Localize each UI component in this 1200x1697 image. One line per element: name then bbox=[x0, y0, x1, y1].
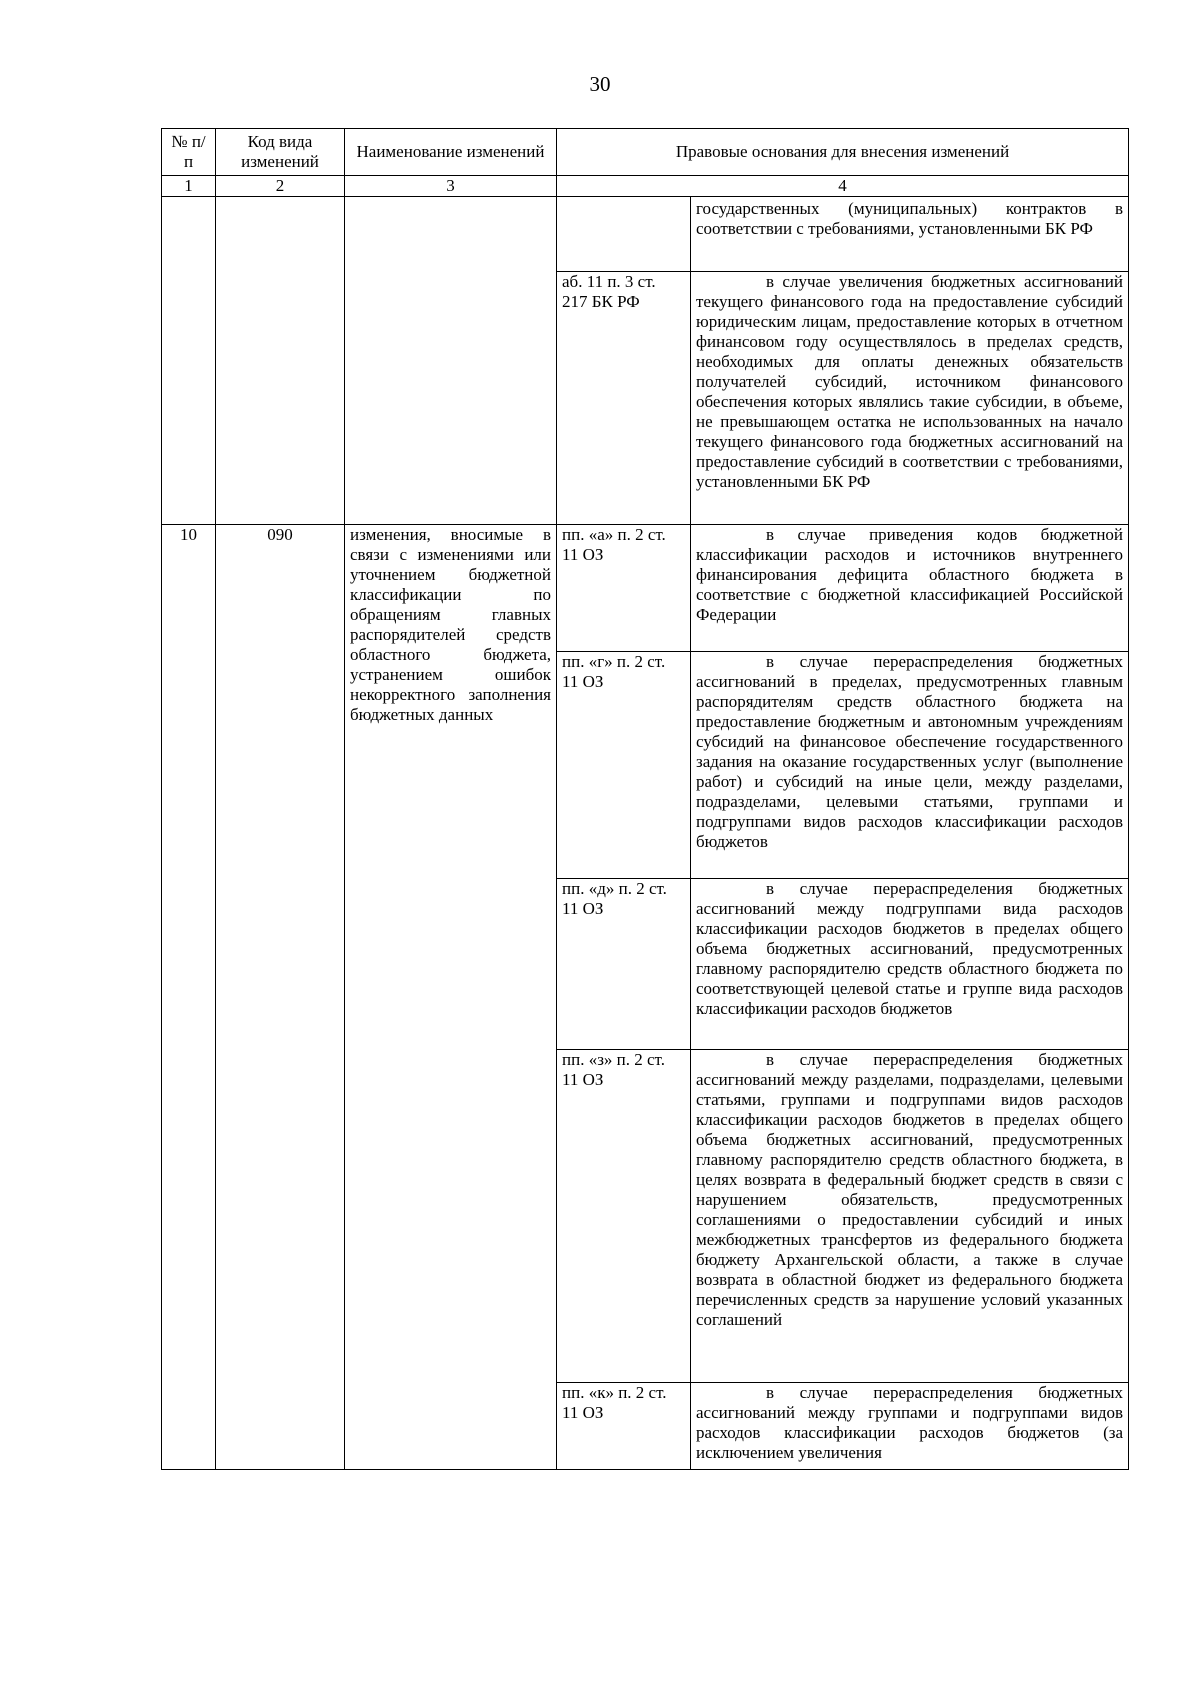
legal-reference bbox=[557, 197, 691, 272]
cell-num-empty bbox=[162, 197, 216, 525]
basis-text: в случае перераспределения бюджетных ассигнований между подгруппами вида расходов классификации расходов бюджетов в пределах общего объема бюджетных ассигнований, предусмотренных главному распорядителю средств областного бюджета по соответствующей целевой статье и группе вида расходов классификации расходов бюджетов bbox=[691, 879, 1129, 1050]
legal-reference: пп. «д» п. 2 ст. 11 ОЗ bbox=[557, 879, 691, 1050]
column-number: 1 bbox=[162, 176, 216, 197]
column-number: 4 bbox=[557, 176, 1129, 197]
table-row bbox=[162, 197, 1129, 272]
cell-code-empty bbox=[216, 197, 345, 525]
header-code: Код вида изменений bbox=[216, 129, 345, 176]
change-code: 090 bbox=[216, 525, 345, 1470]
budget-changes-table bbox=[161, 128, 1129, 1470]
legal-reference: пп. «г» п. 2 ст. 11 ОЗ bbox=[557, 652, 691, 879]
cell-name-empty bbox=[345, 197, 557, 525]
basis-text: в случае перераспределения бюджетных ассигнований в пределах, предусмотренных главным распорядителям средств областного бюджета на предоставление бюджетным и автономным учреждениям субсидий на финансовое обеспечение государственного задания на оказание государственных услуг (выполнение работ) и субсидий на иные цели, между разделами, подразделами, целевыми статьями, группами и подгруппами видов расходов классификации расходов бюджетов bbox=[691, 652, 1129, 879]
table-header-row bbox=[162, 129, 1129, 176]
legal-reference: аб. 11 п. 3 ст. 217 БК РФ bbox=[557, 272, 691, 525]
column-number: 2 bbox=[216, 176, 345, 197]
column-numbers-row bbox=[162, 176, 1129, 197]
basis-text: государственных (муниципальных) контрактов в соответствии с требованиями, установленными БК РФ bbox=[691, 197, 1129, 272]
table-row bbox=[162, 525, 1129, 652]
legal-reference: пп. «к» п. 2 ст. 11 ОЗ bbox=[557, 1383, 691, 1470]
header-name: Наименование изменений bbox=[345, 129, 557, 176]
entry-number: 10 bbox=[162, 525, 216, 1470]
basis-text: в случае перераспределения бюджетных ассигнований между разделами, подразделами, целевыми статьями, группами и подгруппами видов расходов классификации расходов бюджетов в пределах общего объема бюджетных ассигнований, предусмотренных главному распорядителю средств областного бюджета, в целях возврата в федеральный бюджет средств в связи с нарушением обязательств, предусмотренных соглашениями о предоставлении субсидий и иных межбюджетных трансфертов из федерального бюджета бюджету Архангельской области, а также в случае возврата в областной бюджет из федерального бюджета перечисленных средств за нарушение условий указанных соглашений bbox=[691, 1050, 1129, 1383]
change-name: изменения, вносимые в связи с изменениями или уточнением бюджетной классификации по обращениям главных распорядителей средств областного бюджета, устранением ошибок некорректного заполнения бюджетных данных bbox=[345, 525, 557, 1470]
basis-text: в случае перераспределения бюджетных ассигнований между группами и подгруппами видов расходов классификации расходов бюджетов (за исключением увеличения bbox=[691, 1383, 1129, 1470]
column-number: 3 bbox=[345, 176, 557, 197]
page-number: 30 bbox=[589, 72, 611, 96]
basis-text: в случае увеличения бюджетных ассигнований текущего финансового года на предоставление субсидий юридическим лицам, предоставление которых в отчетном финансовом году осуществлялось в пределах средств, необходимых для оплаты денежных обязательств получателей субсидий, источником финансового обеспечения которых являлись такие субсидии, в объеме, не превышающем остатка не использованных на начало текущего финансового года бюджетных ассигнований на предоставление субсидий в соответствии с требованиями, установленными БК РФ bbox=[691, 272, 1129, 525]
basis-text: в случае приведения кодов бюджетной классификации расходов и источников внутреннего финансирования дефицита областного бюджета в соответствие с бюджетной классификацией Российской Федерации bbox=[691, 525, 1129, 652]
header-basis: Правовые основания для внесения изменений bbox=[557, 129, 1129, 176]
header-num: № п/п bbox=[162, 129, 216, 176]
legal-reference: пп. «а» п. 2 ст. 11 ОЗ bbox=[557, 525, 691, 652]
legal-reference: пп. «з» п. 2 ст. 11 ОЗ bbox=[557, 1050, 691, 1383]
